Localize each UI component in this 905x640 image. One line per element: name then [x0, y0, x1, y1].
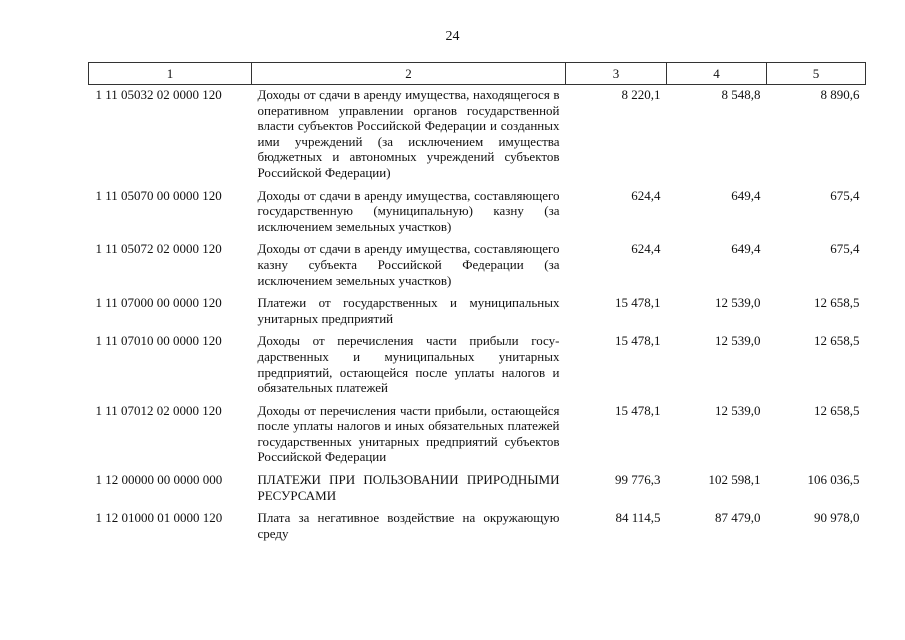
row-name: Доходы от сдачи в аренду имущества, находящегося в оперативном управлении органов государственной власти субъектов Российской Федерации и созданных ими учреждений (за исключением имущества бюджетных и автономных учреждений субъектов Российской Федерации) [257, 87, 560, 180]
row-value-col3: 15 478,1 [615, 333, 661, 349]
row-value-col5: 12 658,5 [814, 333, 860, 349]
row-value-col4: 8 548,8 [721, 87, 761, 102]
column-header-1: 1 [89, 63, 252, 85]
row-code: 1 11 07012 02 0000 120 [95, 402, 222, 418]
row-value-col5: 12 658,5 [814, 295, 860, 311]
row-value-col3: 15 478,1 [615, 295, 661, 311]
row-code: 1 12 00000 00 0000 000 [95, 472, 223, 488]
row-value-col4: 12 539,0 [715, 402, 761, 418]
table-row [89, 400, 866, 469]
row-value-col3: 624,4 [631, 187, 661, 203]
row-value-col5: 8 890,6 [820, 87, 860, 102]
row-value-col5: 90 978,0 [814, 510, 860, 526]
row-value-col5: 675,4 [830, 187, 860, 203]
row-value-col4: 102 598,1 [708, 472, 761, 488]
row-code: 1 12 01000 01 0000 120 [95, 510, 223, 526]
row-name: Платежи от государственных и муниципальных унитарных предприятий [257, 295, 560, 326]
row-code: 1 11 05070 00 0000 120 [95, 187, 222, 203]
row-code: 1 11 07000 00 0000 120 [95, 295, 222, 311]
row-value-col3: 624,4 [631, 241, 661, 257]
table-row [89, 507, 866, 545]
row-value-col4: 649,4 [731, 241, 761, 257]
row-value-col5: 106 036,5 [807, 472, 860, 488]
row-name: Доходы от сдачи в аренду имущества, составляющего государственную (муниципальную) казну (за исключением земельных участков) [257, 187, 560, 234]
page-number: 24 [445, 29, 460, 44]
header-row [89, 63, 866, 85]
table-header [89, 63, 866, 85]
table-body [89, 85, 866, 546]
row-name: Доходы от сдачи в аренду имущества, составляющего казну субъекта Российской Федерации (за исключением земельных участков) [257, 241, 560, 288]
row-code: 1 11 07010 00 0000 120 [95, 333, 222, 349]
table-row [89, 330, 866, 399]
row-value-col5: 675,4 [830, 241, 860, 257]
row-value-col4: 649,4 [731, 187, 761, 203]
row-value-col4: 87 479,0 [715, 510, 761, 526]
table-row [89, 238, 866, 292]
row-value-col4: 12 539,0 [715, 333, 761, 349]
column-header-5: 5 [767, 63, 866, 85]
column-header-3: 3 [566, 63, 667, 85]
row-value-col3: 99 776,3 [615, 472, 661, 488]
row-value-col3: 84 114,5 [615, 510, 661, 526]
row-name: Плата за негативное воздействие на окружающую среду [257, 510, 560, 541]
budget-revenue-table [88, 62, 866, 545]
row-name: Доходы от перечисления части прибыли государственных и муниципальных унитарных предприятий, остающейся после уплаты налогов и обязательных платежей [257, 333, 560, 396]
row-value-col4: 12 539,0 [715, 295, 761, 311]
row-value-col3: 15 478,1 [615, 402, 661, 418]
column-header-4: 4 [667, 63, 767, 85]
column-header-2: 2 [252, 63, 566, 85]
table-row [89, 292, 866, 330]
row-name: ПЛАТЕЖИ ПРИ ПОЛЬЗОВАНИИ ПРИРОДНЫМИ РЕСУРСАМИ [257, 472, 560, 503]
table-row [89, 185, 866, 239]
row-value-col5: 12 658,5 [814, 402, 860, 418]
row-value-col3: 8 220,1 [621, 87, 661, 102]
row-code: 1 11 05072 02 0000 120 [95, 241, 222, 257]
row-code: 1 11 05032 02 0000 120 [95, 87, 222, 102]
table-row [89, 85, 866, 185]
table-row [89, 469, 866, 507]
row-name: Доходы от перечисления части прибыли, остающейся после уплаты налогов и иных обязательных платежей государственных унитарных предприятий субъектов Российской Федерации [257, 402, 560, 465]
